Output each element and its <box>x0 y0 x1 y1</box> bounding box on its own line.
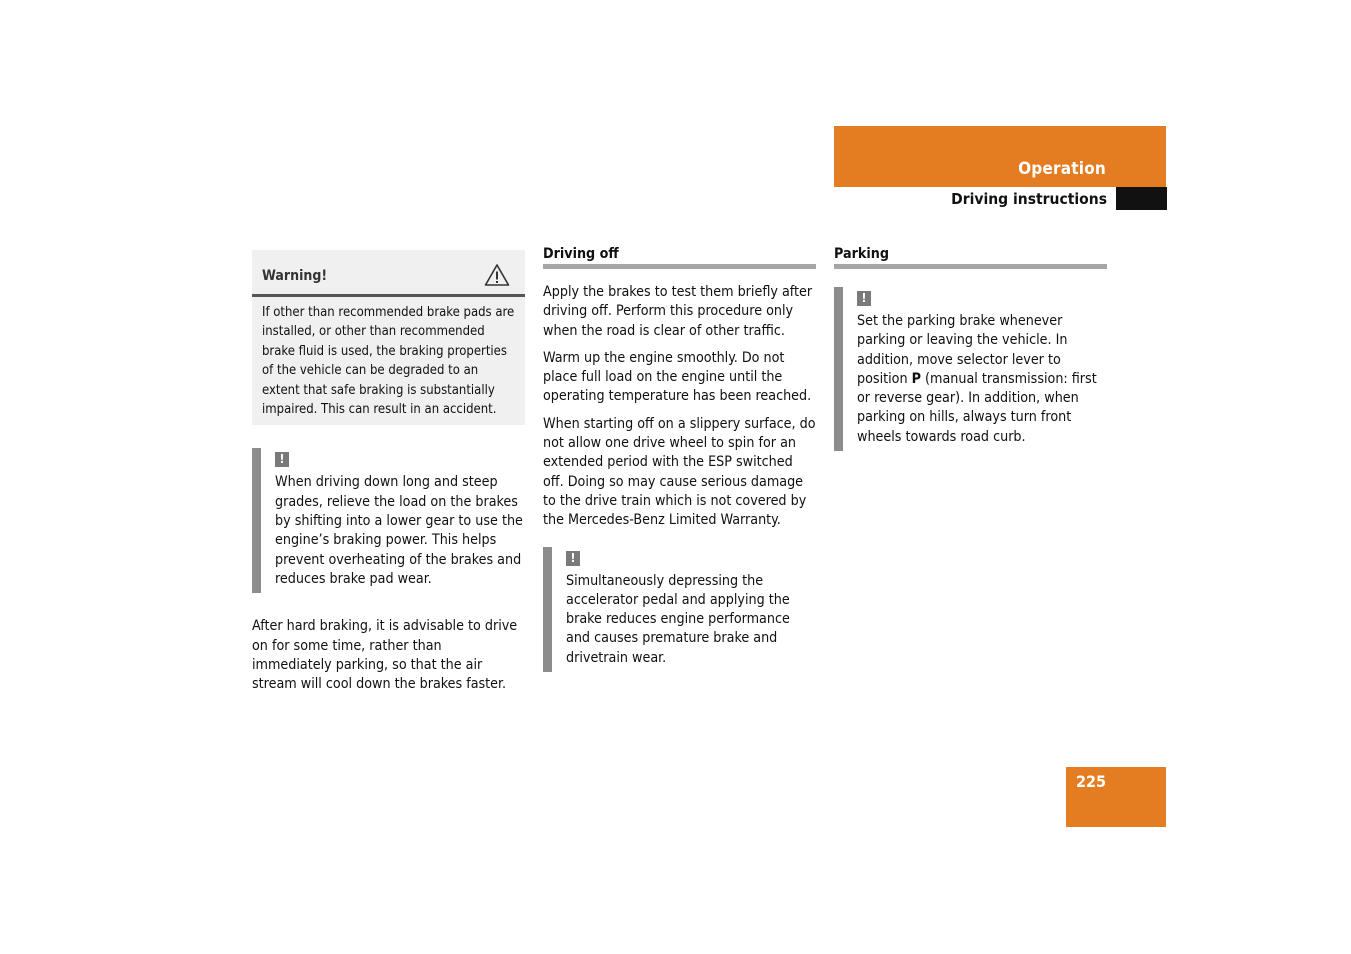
driving-off-p3: When starting off on a slippery surface, do not allow one drive wheel to spin for an extended period with the ESP switched off. Doing so may cause serious damage to the drive train which is not covered by the Mercedes-Benz Limited Warranty. <box>543 415 816 529</box>
middle-column <box>543 244 816 672</box>
driving-off-title: Driving off <box>543 244 816 269</box>
exclamation-icon: ! <box>857 291 871 306</box>
note-text: Simultaneously depressing the accelerator pedal and applying the brake reduces engine performance and causes premature brake and drivetrain wear. <box>566 572 790 666</box>
exclamation-icon: ! <box>566 551 580 566</box>
page-number-box <box>1066 767 1166 827</box>
exclamation-icon: ! <box>275 452 289 467</box>
warning-header <box>252 250 525 297</box>
left-column <box>252 244 525 694</box>
right-column <box>834 244 1107 451</box>
warning-text: If other than recommended brake pads are installed, or other than recommended brake fluid is used, the braking properties of the vehicle can be degraded to an extent that safe braking is substantially impaired. This can result in an accident. <box>262 305 515 418</box>
header-block <box>834 126 1166 187</box>
header-marker <box>1116 187 1167 210</box>
note-text <box>857 312 1107 447</box>
selector-position: P <box>911 370 921 387</box>
page-number: 225 <box>1075 772 1106 791</box>
section-title: Operation <box>1018 159 1106 179</box>
hard-braking-paragraph: After hard braking, it is advisable to drive on for some time, rather than immediately parking, so that the air stream will cool down the brakes faster. <box>252 618 518 693</box>
parking-title: Parking <box>834 244 1107 269</box>
driving-off-p1: Apply the brakes to test them briefly after driving off. Perform this procedure only when the road is clear of other traffic. <box>543 284 813 339</box>
subsection-title: Driving instructions <box>951 190 1107 208</box>
warning-triangle-icon <box>484 263 510 291</box>
note-pedal-brake <box>543 547 816 672</box>
warning-box <box>252 250 525 425</box>
driving-off-p2: Warm up the engine smoothly. Do not place full load on the engine until the operating temperature has been reached. <box>543 349 812 405</box>
note-text-part: (manual transmission: first or reverse gear). In addition, when parking on hills, always turn front wheels towards road curb. <box>857 370 1097 445</box>
note-brakes-grades <box>252 448 525 593</box>
note-text-part: Set the parking brake whenever parking or leaving the vehicle. In addition, move selector lever to position <box>857 313 1068 387</box>
note-parking <box>834 287 1107 451</box>
note-text: When driving down long and steep grades, relieve the load on the brakes by shifting into a lower gear to use the engine’s braking power. This helps prevent overheating of the brakes and reduces brake pad wear. <box>275 474 523 587</box>
warning-label: Warning! <box>262 268 328 284</box>
